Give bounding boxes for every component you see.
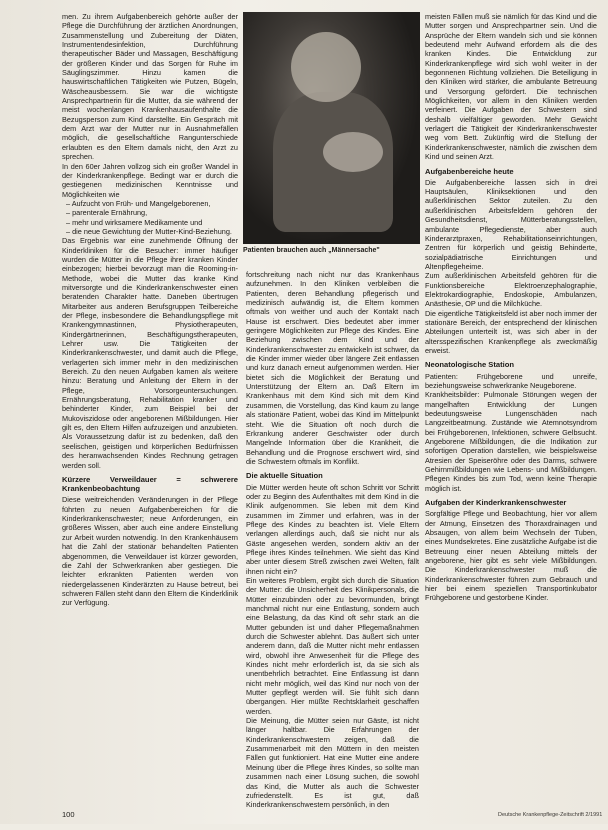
section-heading: Aufgabenbereiche heute	[425, 166, 514, 176]
paragraph: Krankheitsbilder: Pulmonale Störungen wegen der mangelhaften Entwicklung der Lungen bedeutungsweise Lungenschäden nach Langzeitbeatmung. Zustände wie Atemnotsyndrom bei Frühgeborenen, Infektionen, schwere Gelbsucht. Angeborene Mißbildungen, die die Indikation zur sofortigen Operation darstellen, wie beispielsweise Atresien der Speiseröhre oder des Darms, schwere Gehirnmißbildungen wie Lebens- und Mißbildungen. Pflegen Kindes bis zum Tod, wenn keine Therapie möglich ist.	[425, 390, 597, 493]
bullet-list	[62, 199, 238, 236]
page-number: 100	[62, 810, 75, 819]
text-column-1	[62, 12, 238, 782]
paragraph: meisten Fällen muß sie nämlich für das Kind und die Mutter sorgen und Ansprechpartner sein. Und die Ansprüche der Eltern wandeln sich und sie können bedeutend mehr Aufwand erfordern als die des kranken Kindes. Die Entwicklung zur Kinderkrankenpflege wird sich wohl weiter in der begonnenen Richtung vollziehen. Die Beteiligung in den Kliniken wird stärker, die ambulante Betreuung und Versorgung gefördert. Die technischen Möglichkeiten, vor allem in den Kliniken werden verfeinert. Die Aufgaben der Schwestern sind deshalb vielfältiger geworden. Mehr Gewicht verlagert die Tätigkeit der Kinderkrankenschwester weg vom Bett. Zukünftig wird die Stellung der Kinderkrankenschwester, nämlich die zwischen dem Kind und seinen Arzt.	[425, 12, 597, 162]
section-heading: Neonatologische Station	[425, 360, 515, 370]
list-item: – parenterale Ernährung,	[66, 208, 238, 217]
photo-caption: Patienten brauchen auch „Männersache"	[243, 247, 380, 254]
paragraph: fortschreitung nach nicht nur das Krankenhaus aufzunehmen. In den Kliniken verbleiben die Patienten, deren Behandlung pflegerisch und medizinisch aufwändig ist, die Eltern kommen oftmals von weither und auch der Kontakt nach Hause ist erschwert. Dies bedeutet aber immer geringere Möglichkeiten zur Pflege des Kindes. Eine Beziehung zwischen dem Kind und der Kinderkrankenschwester zu entwickeln ist schwer, da die Kinder immer wieder über längere Zeit entlassen und kurz danach erneut aufgenommen werden. Hier bietet sich die Möglichkeit der Beratung und Unterstützung der Eltern an. Daß Eltern im Krankenhaus mit dem Kind sich mit dem Kind zusammen, die Vorstellung, das Kind kaum zu lange als stationäre Patient, wobei das Kind im Mittelpunkt steht. Wie die Situation oft noch durch die Erkrankung anderer Geschwister oder durch Mangelnde Information über die Krankheit, die Behandlung und die Prognose erschwert wird, sind die Schwestern oftmals im Konflikt.	[246, 270, 419, 466]
list-item: – die neue Gewichtung der Mutter-Kind-Beziehung.	[66, 227, 238, 236]
paragraph: Die Meinung, die Mütter seien nur Gäste, ist nicht länger haltbar. Die Erfahrungen der Kinderkrankenschwestern zeigen, daß die Zusammenarbeit mit den Müttern in den meisten Fällen gut funktioniert. Hat eine Mutter eine andere Meinung über die Pflege ihres Kindes, so sollte man zusammen nach einer Lösung suchen, die sowohl das Kind, die Mutter als auch die Schwester zufriedenstellt. Es ist gut, daß Kinderkrankenschwestern persönlich, in den	[246, 716, 419, 810]
text-column-2	[246, 270, 419, 830]
text-column-3	[425, 12, 597, 822]
paragraph: Das Ergebnis war eine zunehmende Öffnung der Kinderkliniken für die Besucher: immer häufiger wurden die Mütter in die Pflege ihrer kranken Kinder einbezogen; hierbei bevorzugt man die Rooming-in-Methode, wobei die Mutter das kranke Kind mitversorgte und die Kinderkrankenschwester einen beratenden Charakter hatte. Daneben übertrugen Mitarbeiter aus anderen Berufsgruppen Teilbereiche der Pflege, insbesondere die Behandlungspflege mit Krankengymnastinnen, Physiotherapeuten, Kindergärtnerinnen, Beschäftigungstherapeuten, Lehrer usw. Die Tätigkeiten der Kinderkrankenschwester, und damit auch die Pflege, verlagerten sich immer mehr in den medizinischen Bereich. Zu den neuen Aufgaben kamen als weitere hinzu: Beratung und Anleitung der Eltern in der Pflege, Vorsorgeuntersuchungen. Ernährungsberatung, Rehabilitation kranker und behinderter Kinder, zum Beispiel bei der Mukoviszidose oder angeborenen Mißbildungen. Hier gilt es, den Eltern Hilfen aufzuzeigen und anzubieten. Als Voraussetzung dafür ist zu bedenken, daß den seelischen, geistigen und körperlichen Bedürfnissen des heranwachsenden Kindes Rechnung getragen werden soll.	[62, 236, 238, 470]
section-heading: Aufgaben der Kinderkrankenschwester	[425, 498, 567, 508]
paragraph: Patienten: Frühgeborene und unreife, beziehungsweise schwerkranke Neugeborene.	[425, 371, 597, 390]
paragraph: Sorgfältige Pflege und Beobachtung, hier vor allem der Atmung, Einsetzen des Thoraxdrainagen und Absaugen, von allem beim Wechseln der Tuben, eines Mundsekretes. Eine zusätzliche Aufgabe ist die Betreuung einer neuen Abteilung mittels der angeborene, hier gibt es sehr viele Mißbildungen. Die Kinderkrankenschwester muß die Kinderkrankenschwester führen zum Gebrauch und hier bei einem speziellen Transportinkubator Frühgeborene und gestorbene Kinder.	[425, 509, 597, 603]
paragraph: Die eigentliche Tätigkeitsfeld ist aber noch immer der stationäre Bereich, der entsprechend der klinischen Abteilungen unterteilt ist, was sich aber in der altersspezifischen Krankenpflege als zweckmäßig erweist.	[425, 308, 597, 355]
section-heading: Kürzere Verweildauer = schwerere Krankenbeobachtung	[62, 474, 238, 494]
list-item: – mehr und wirksamere Medikamente und	[66, 218, 238, 227]
list-item: – Aufzucht von Früh- und Mangelgeborenen,	[66, 199, 238, 208]
paragraph: Die Aufgabenbereiche lassen sich in drei Hauptsäulen, Kliniksektionen und den außerklinischen Sektor zuteilen. Zu den außerklinischen Arbeitsfeldern gehören der Gesundheitsdienst, Mütterberatungsstellen, ambulante Pflegedienste, aber auch Kinderarztpraxen, Rehabilitationseinrichtungen, Zentren für körperlich und geistig Behinderte, sozialpädiatrische Einrichtungen und Altenpflegeheime.	[425, 177, 597, 271]
paragraph: Die Mütter werden heute oft schon Schritt vor Schritt oder zu Beginn des Aufenthaltes mit dem Kind in die Klinik aufgenommen. Sie leben mit dem Kind zusammen im Zimmer und erfahren, was in der Pflege des Kindes zu beachten ist. Viele Eltern verlangen allerdings auch, daß sie nicht nur als Gäste angesehen werden, sondern aktiv an der Pflege ihres Kindes teilnehmen. Wie sieht das Kind aber unter diesem Streß zwischen zwei Welten, fällt ihnen nicht ein?	[246, 482, 419, 576]
photo-figure	[291, 32, 361, 102]
photo	[243, 12, 420, 244]
paragraph: Zum außerklinischen Arbeitsfeld gehören für die Funktionsbereiche Elektroenzephalographie, Elektrokardiographie, Endoskopie, Ambulanzen, Anästhesie, OP und die Milchküche.	[425, 271, 597, 309]
paragraph: Diese weitreichenden Veränderungen in der Pflege führten zu neuen Aufgabenbereichen für die Kinderkrankenschwester; neue Anforderungen, ein größeres Wissen, aber auch eine andere Einstellung zur Arbeit wurden notwendig. In den Krankenhäusern hat die Zahl der stationär behandelten Patienten abgenommen, die Verweildauer ist kürzer geworden, die Zahl der Schwerkranken aber gestiegen. Die leichter erkrankten Patienten werden von niedergelassenen Kinderärzten zu Hause betreut, bei schweren Fällen steht dann den Eltern die Kinderklinik zur Verfügung.	[62, 495, 238, 608]
photo-figure	[323, 132, 383, 172]
paragraph: In den 60er Jahren vollzog sich ein großer Wandel in der Kinderkrankenpflege. Bedingt war er durch die gestiegenen medizinischen Kenntnisse und Möglichkeiten wie	[62, 161, 238, 199]
footer-text: Deutsche Krankenpflege-Zeitschrift 2/1991	[498, 812, 603, 818]
paragraph: men. Zu ihrem Aufgabenbereich gehörte außer der Pflege die Durchführung der ärztlichen Anordnungen, Zusammenstellung und Zubereitung der Diäten, Instrumentendesinfektion, Durchführung therapeutischer Bäder und Massagen, Beschäftigung der größeren Kinder und das Sorgen für Ruhe im Säuglingszimmer. Hinzu kamen die hauswirtschaftlichen Tätigkeiten wie Putzen, Bügeln, Wäscheausbessern. Sie war die wichtigste Ansprechpartnerin für die Mutter, da sie während der meist wochenlangen Krankenhausaufenthalte die Bezugsperson zum Kind darstellte. Ein Gespräch mit dem Arzt war der Mutter nur in Ausnahmefällen möglich, die gesellschaftliche Rangunterschiede erlaubten es den Eltern damals nicht, den Arzt zu sprechen.	[62, 12, 238, 162]
paragraph: Ein weiteres Problem, ergibt sich durch die Situation der Mutter: die Unsicherheit des Klinikpersonals, die Mütter einzubinden oder zu bevormunden, bringt manchmal nicht nur eine Entlastung, sondern auch eine Belastung, da das Kind oft sehr stark an die Mutter gebunden ist und daher Pflegemaßnahmen durch die Schwester ablehnt. Das äußert sich unter anderem dann, daß die Mutter nicht mehr entlassen wird, obwohl ihre Anwesenheit für die Pflege des Kindes nicht mehr erforderlich ist, da sie sich als unentbehrlich betrachtet. Eine Entlassung ist dann nicht mehr möglich, weil das Kind nur noch von der Mutter gepflegt werden will. Sie fühlt sich dann übergangen. Hier müßte Rechtsklarheit geschaffen werden.	[246, 575, 419, 716]
section-heading: Die aktuelle Situation	[246, 471, 323, 481]
